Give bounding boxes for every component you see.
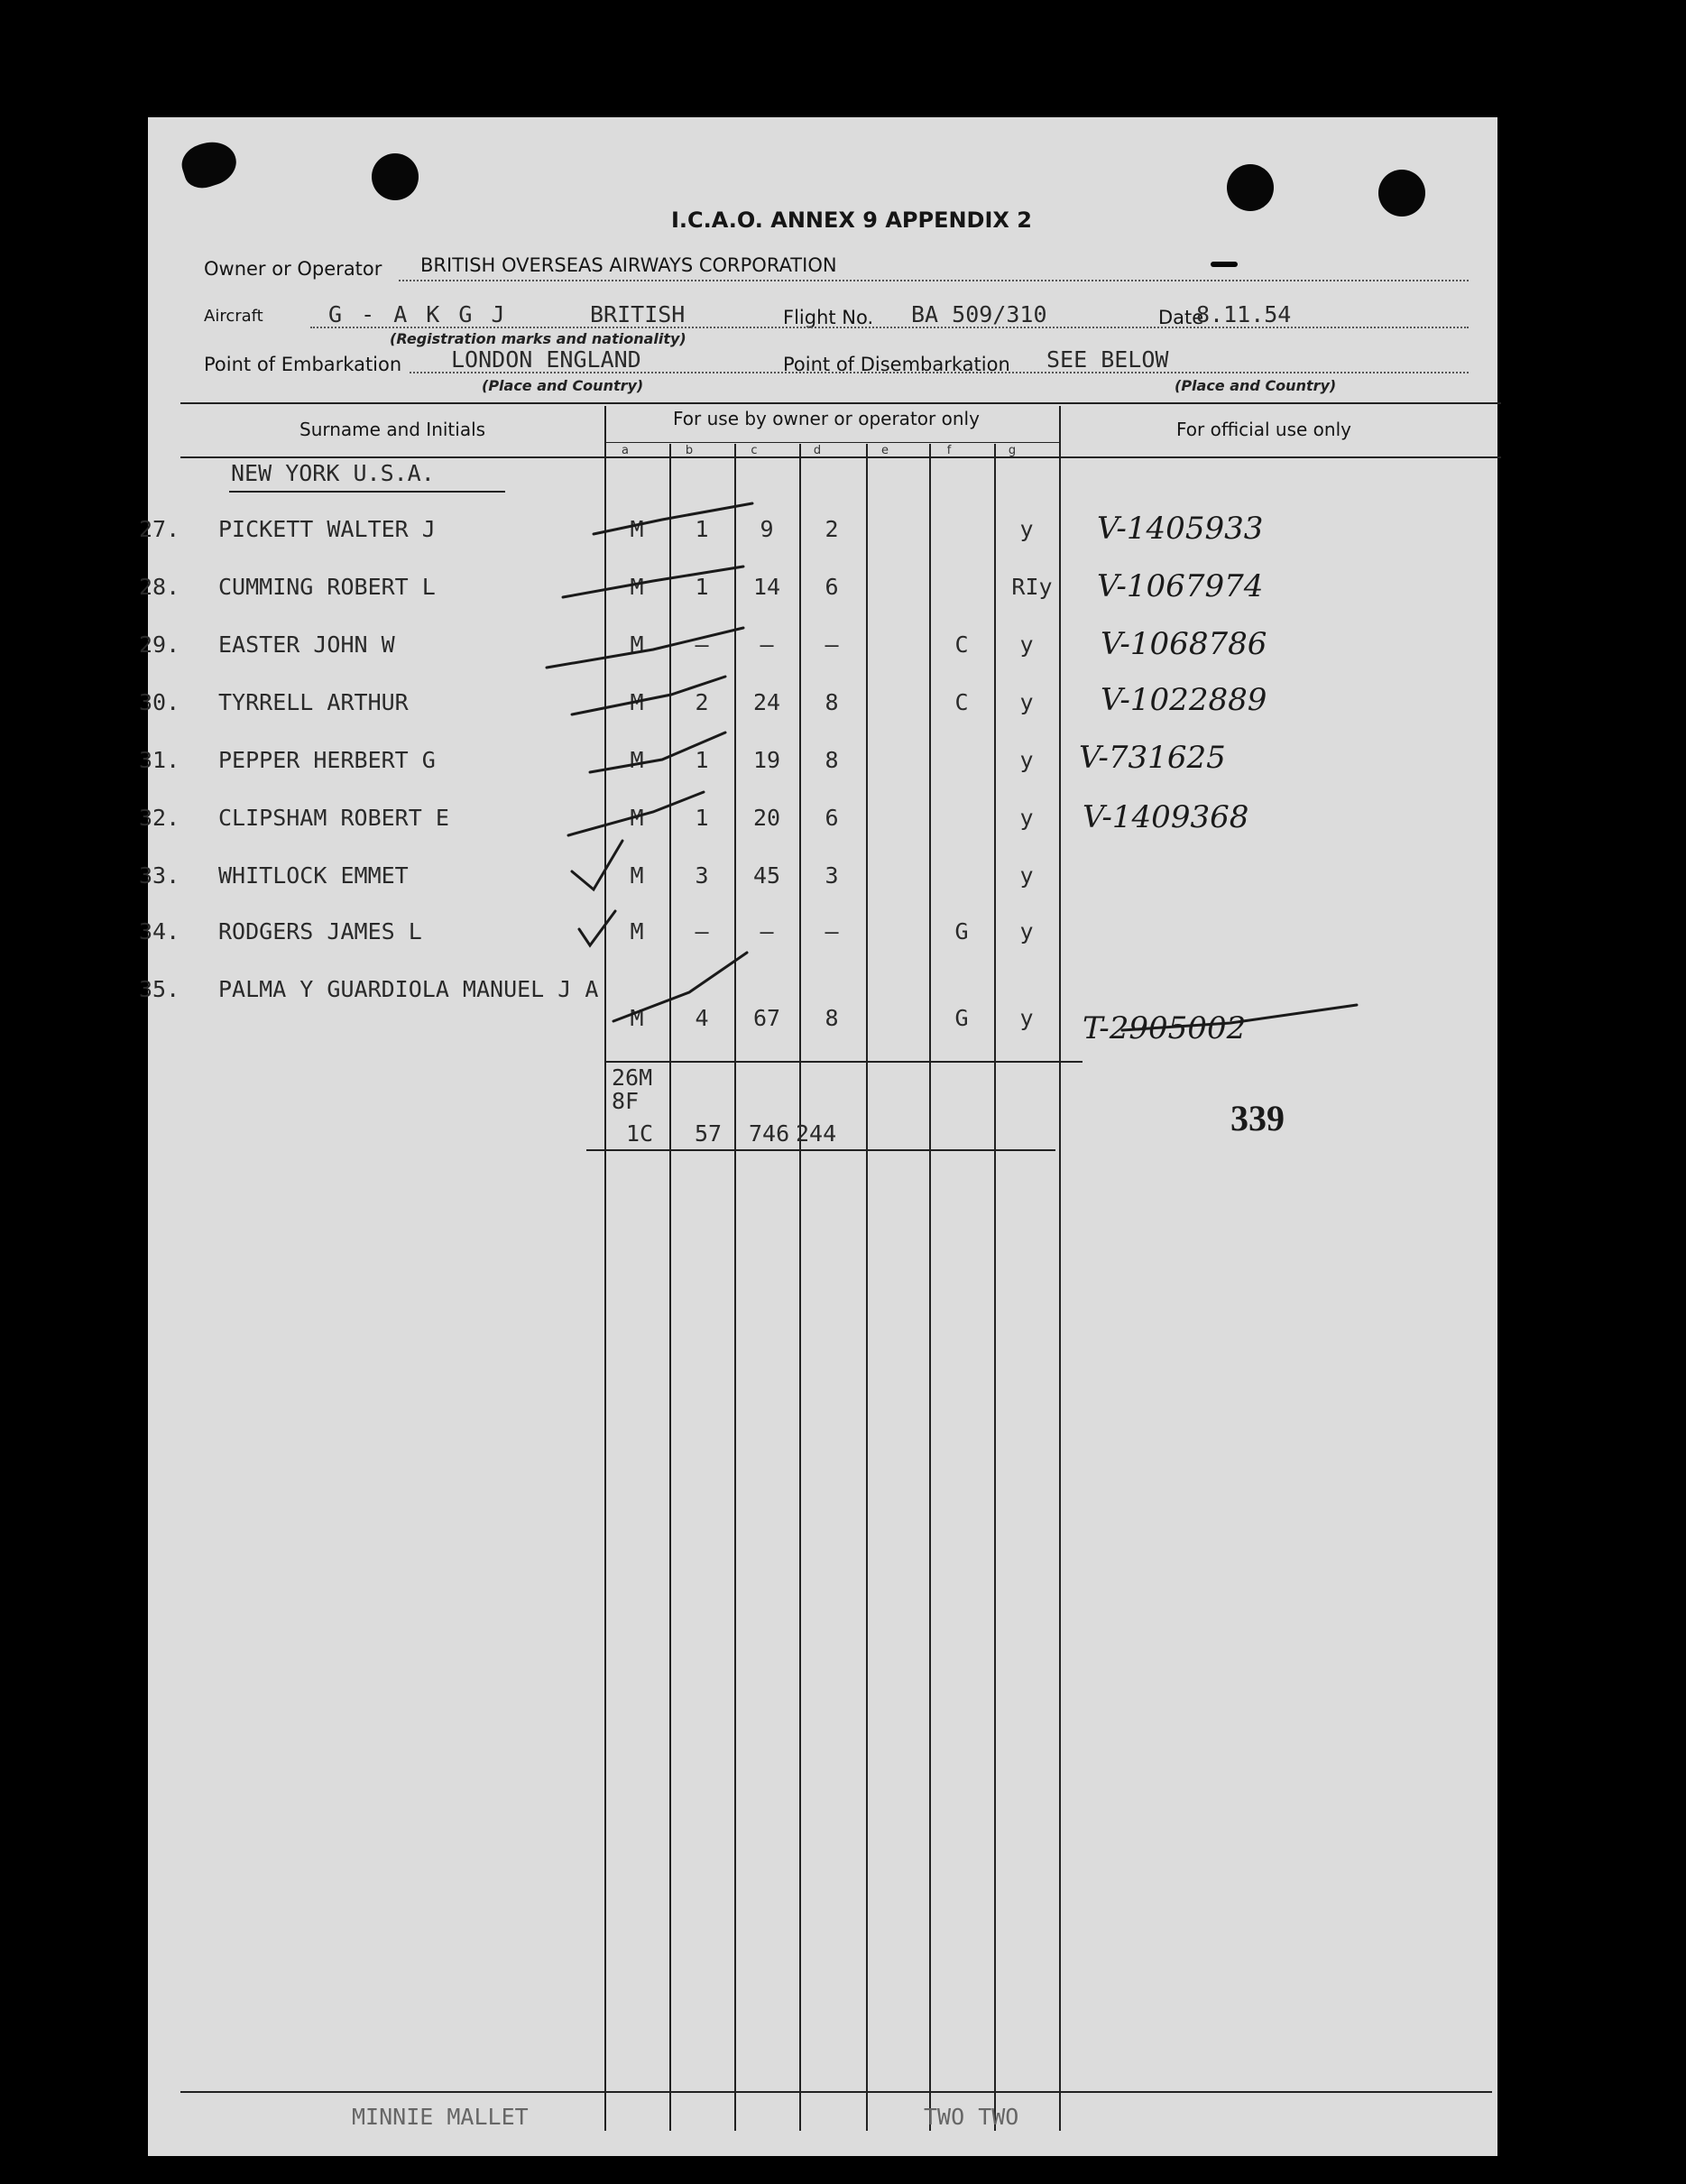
date-value: 8.11.54 (1196, 301, 1292, 327)
official-header: For official use only (1176, 419, 1351, 440)
cell-b: – (695, 631, 709, 658)
cell-g: y (1019, 918, 1034, 945)
section-heading: NEW YORK U.S.A. (231, 460, 435, 486)
footer-right-text: TWO TWO (924, 2104, 1019, 2130)
passenger-name: CLIPSHAM ROBERT E (218, 805, 449, 831)
cell-a: M (630, 1005, 644, 1031)
owner-label: Owner or Operator (204, 258, 382, 280)
row-number: 30. (139, 689, 180, 715)
cell-c: – (760, 631, 774, 658)
total-children: 1C (626, 1120, 654, 1147)
cell-b: 1 (695, 747, 709, 773)
cell-c: 14 (752, 574, 781, 600)
cell-b: 1 (695, 574, 709, 600)
total-c: 746 (749, 1120, 790, 1147)
col-header-b: b (685, 444, 694, 457)
flight-label: Flight No. (783, 307, 874, 328)
cell-a: M (630, 689, 644, 715)
cell-f: C (954, 631, 969, 658)
cell-g: y (1019, 805, 1034, 831)
form-title: I.C.A.O. ANNEX 9 APPENDIX 2 (671, 207, 1032, 233)
cell-d: – (825, 631, 839, 658)
cell-g: y (1019, 631, 1034, 658)
cell-c: 9 (760, 516, 774, 542)
row-number: 35. (139, 976, 180, 1002)
col-header-d: d (813, 444, 822, 457)
official-number: T-2905002 (1083, 1010, 1247, 1046)
cell-d: 8 (825, 1005, 839, 1031)
total-male: 26M (612, 1064, 653, 1091)
owner-value: BRITISH OVERSEAS AIRWAYS CORPORATION (420, 254, 837, 276)
total-female: 8F (612, 1088, 640, 1114)
cell-a: M (630, 805, 644, 831)
cell-g: y (1019, 862, 1034, 889)
aircraft-nationality: BRITISH (590, 301, 686, 327)
row-number: 32. (139, 805, 180, 831)
cell-b: 2 (695, 689, 709, 715)
cell-d: 8 (825, 689, 839, 715)
cell-g: y (1019, 1005, 1034, 1031)
col-header-g: g (1008, 444, 1017, 457)
cell-c: 67 (752, 1005, 781, 1031)
cell-d: 3 (825, 862, 839, 889)
date-label: Date (1158, 307, 1204, 328)
cell-g: y (1019, 747, 1034, 773)
surname-header: Surname and Initials (299, 419, 486, 440)
cell-c: 20 (752, 805, 781, 831)
cell-d: 2 (825, 516, 839, 542)
cell-b: 3 (695, 862, 709, 889)
col-header-a: a (622, 444, 629, 457)
cell-d: 6 (825, 574, 839, 600)
flight-value: BA 509/310 (911, 301, 1047, 327)
aircraft-caption: (Registration marks and nationality) (390, 330, 686, 347)
cell-b: 1 (695, 805, 709, 831)
cell-b: 1 (695, 516, 709, 542)
total-b: 57 (695, 1120, 723, 1147)
row-number: 31. (139, 747, 180, 773)
aircraft-label: Aircraft (204, 307, 263, 326)
total-d: 244 (796, 1120, 837, 1147)
cell-a: M (630, 747, 644, 773)
embark-caption: (Place and Country) (482, 377, 644, 394)
stamped-number: 339 (1230, 1098, 1285, 1138)
col-header-c: c (751, 444, 758, 457)
cell-c: 45 (752, 862, 781, 889)
handwritten-check-marks (148, 117, 1497, 2156)
cell-d: 8 (825, 747, 839, 773)
passenger-name: PICKETT WALTER J (218, 516, 436, 542)
passenger-name: RODGERS JAMES L (218, 918, 422, 945)
cell-f: C (954, 689, 969, 715)
official-number: V-731625 (1079, 740, 1226, 776)
cell-a: M (630, 631, 644, 658)
disembark-value: SEE BELOW (1046, 346, 1169, 373)
cell-a: M (630, 516, 644, 542)
cell-g: y (1019, 689, 1034, 715)
official-number: V-1022889 (1101, 682, 1267, 718)
disembark-caption: (Place and Country) (1175, 377, 1337, 394)
passenger-name: WHITLOCK EMMET (218, 862, 409, 889)
col-header-e: e (881, 444, 889, 457)
passenger-name: PALMA Y GUARDIOLA MANUEL J A (218, 976, 599, 1002)
row-number: 29. (139, 631, 180, 658)
cell-d: – (825, 918, 839, 945)
cell-a: M (630, 918, 644, 945)
manifest-sheet (139, 117, 1497, 2156)
row-number: 28. (139, 574, 180, 600)
cell-a: M (630, 862, 644, 889)
cell-c: 19 (752, 747, 781, 773)
passenger-name: EASTER JOHN W (218, 631, 395, 658)
official-number: V-1068786 (1101, 626, 1267, 662)
cell-g: y (1019, 516, 1034, 542)
cell-a: M (630, 574, 644, 600)
cell-f: G (954, 918, 969, 945)
cell-c: – (760, 918, 774, 945)
col-header-f: f (946, 444, 952, 457)
cell-b: – (695, 918, 709, 945)
footer-left-text: MINNIE MALLET (352, 2104, 529, 2130)
row-number: 33. (139, 862, 180, 889)
row-number: 34. (139, 918, 180, 945)
passenger-name: TYRRELL ARTHUR (218, 689, 409, 715)
official-number: V-1067974 (1097, 568, 1264, 604)
cell-g: RIy (1011, 574, 1053, 600)
disembark-label: Point of Disembarkation (783, 354, 1010, 375)
embark-label: Point of Embarkation (204, 354, 402, 375)
passenger-name: PEPPER HERBERT G (218, 747, 436, 773)
embark-value: LONDON ENGLAND (451, 346, 641, 373)
aircraft-reg: G - A K G J (328, 301, 508, 327)
official-number: V-1409368 (1083, 799, 1249, 835)
passenger-name: CUMMING ROBERT L (218, 574, 436, 600)
row-number: 27. (139, 516, 180, 542)
cell-d: 6 (825, 805, 839, 831)
cell-b: 4 (695, 1005, 709, 1031)
official-number: V-1405933 (1097, 511, 1264, 547)
cell-f: G (954, 1005, 969, 1031)
operator-header: For use by owner or operator only (673, 408, 980, 429)
cell-c: 24 (752, 689, 781, 715)
